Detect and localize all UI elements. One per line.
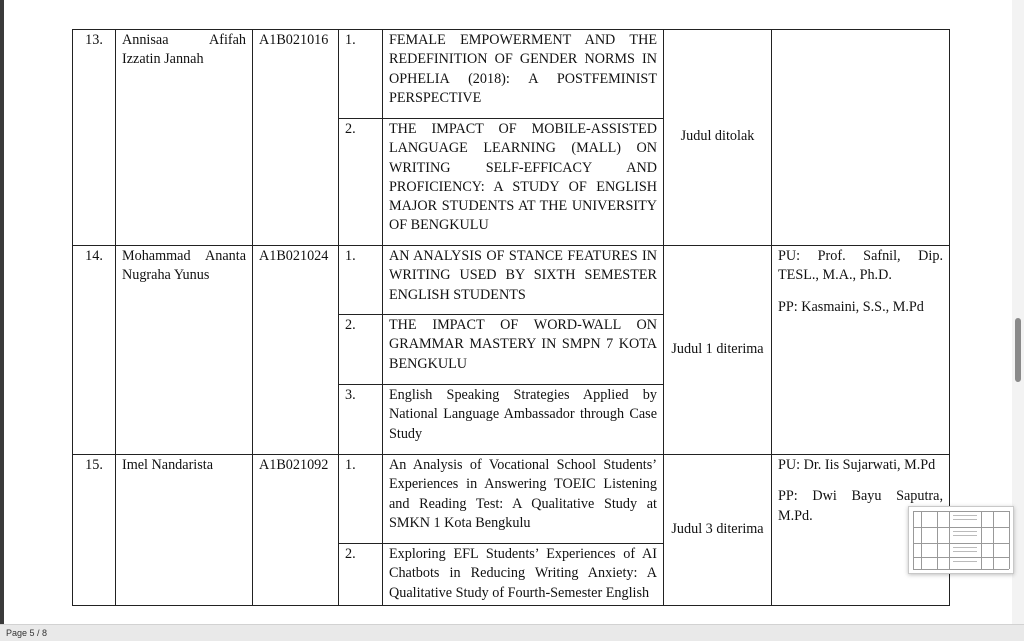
- proposed-title: Exploring EFL Students’ Experiences of AI Chatbots in Reducing Writing Anxiety: A Qualitative Study of Fourth-Semester English: [383, 544, 664, 606]
- row-number: 15.: [73, 455, 116, 606]
- title-number: 1.: [339, 30, 383, 119]
- thesis-title-table: [72, 29, 950, 606]
- scrollbar-thumb[interactable]: [1015, 318, 1021, 382]
- student-nim: A1B021016: [253, 30, 339, 246]
- page-thumbnail-preview[interactable]: [908, 506, 1014, 574]
- student-name: Annisaa Afifah Izzatin Jannah: [116, 30, 253, 246]
- title-number: 2.: [339, 544, 383, 606]
- status-cell: Judul ditolak: [664, 30, 772, 246]
- student-name: Mohammad Ananta Nugraha Yunus: [116, 246, 253, 455]
- title-number: 2.: [339, 315, 383, 385]
- proposed-title: THE IMPACT OF WORD-WALL ON GRAMMAR MASTERY IN SMPN 7 KOTA BENGKULU: [383, 315, 664, 385]
- table-row: [73, 455, 950, 544]
- proposed-title: English Speaking Strategies Applied by National Language Ambassador through Case Study: [383, 385, 664, 455]
- title-number: 2.: [339, 119, 383, 246]
- proposed-title: FEMALE EMPOWERMENT AND THE REDEFINITION OF GENDER NORMS IN OPHELIA (2018): A POSTFEMINIST PERSPECTIVE: [383, 30, 664, 119]
- table-row: [73, 30, 950, 119]
- page-indicator: Page 5 / 8: [6, 628, 48, 638]
- status-cell: Judul 1 diterima: [664, 246, 772, 455]
- row-number: 13.: [73, 30, 116, 246]
- student-nim: A1B021092: [253, 455, 339, 606]
- supervisor-cell: [772, 30, 950, 246]
- co-supervisor: PP: Dwi Bayu Saputra, M.Pd.: [778, 488, 943, 524]
- table-row: [73, 246, 950, 315]
- status-cell: Judul 3 diterima: [664, 455, 772, 606]
- main-supervisor: PU: Dr. Iis Sujarwati, M.Pd: [778, 457, 936, 473]
- supervisor-cell: [772, 246, 950, 455]
- co-supervisor: PP: Kasmaini, S.S., M.Pd: [778, 298, 924, 315]
- proposed-title: AN ANALYSIS OF STANCE FEATURES IN WRITING USED BY SIXTH SEMESTER ENGLISH STUDENTS: [383, 246, 664, 315]
- document-page: [4, 0, 1012, 624]
- proposed-title: An Analysis of Vocational School Students’ Experiences in Answering TOEIC Listening and Reading Test: A Qualitative Study at SMKN 1 Kota Bengkulu: [383, 455, 664, 544]
- row-number: 14.: [73, 246, 116, 455]
- proposed-title: THE IMPACT OF MOBILE-ASSISTED LANGUAGE LEARNING (MALL) ON WRITING SELF-EFFICACY AND PROFICIENCY: A STUDY OF ENGLISH MAJOR STUDENTS AT THE UNIVERSITY OF BENGKULU: [383, 119, 664, 246]
- main-supervisor: PU: Prof. Safnil, Dip. TESL., M.A., Ph.D.: [778, 248, 943, 284]
- student-name: Imel Nandarista: [116, 455, 253, 606]
- student-nim: A1B021024: [253, 246, 339, 455]
- title-number: 3.: [339, 385, 383, 455]
- title-number: 1.: [339, 246, 383, 315]
- title-number: 1.: [339, 455, 383, 544]
- status-bar: [0, 624, 1024, 641]
